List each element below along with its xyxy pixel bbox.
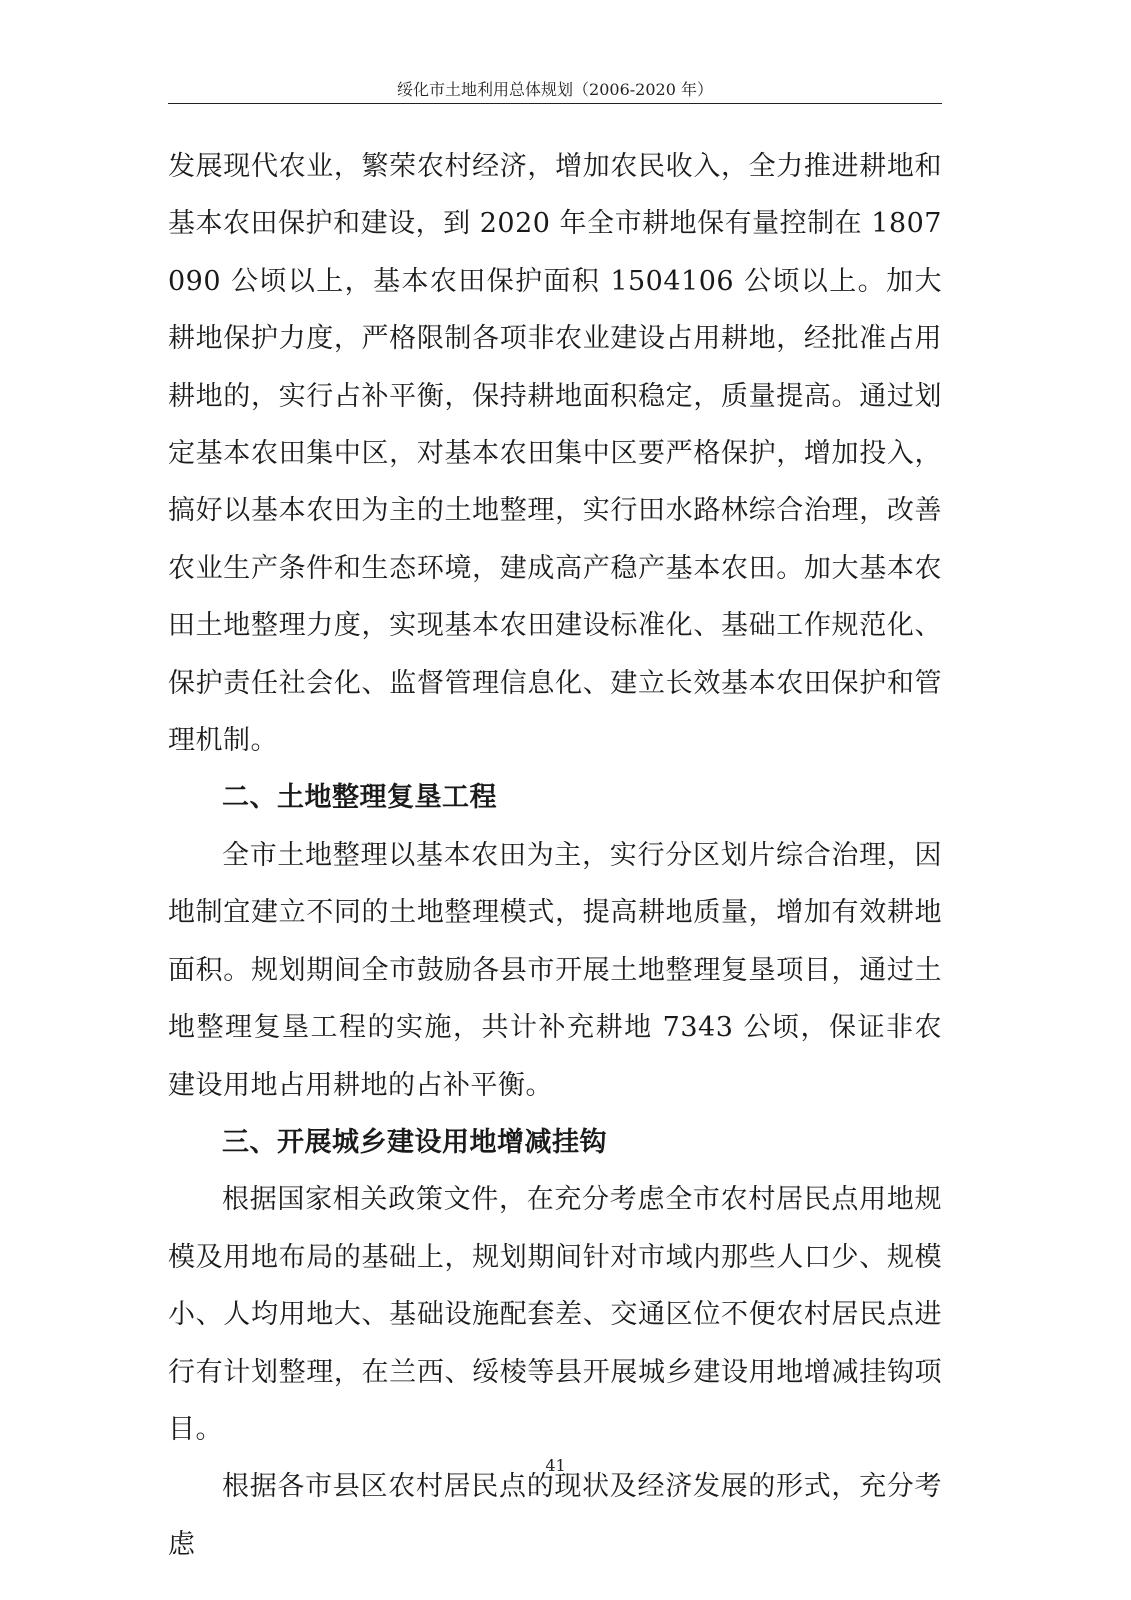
section-heading-urban-rural-linkage: 三、开展城乡建设用地增减挂钩: [222, 1126, 607, 1158]
header-divider: [168, 103, 942, 104]
paragraph-settlement-status: 根据各市县区农村居民点的现状及经济发展的形式，充分考虑: [168, 1471, 942, 1560]
paragraph-continuation: 发展现代农业，繁荣农村经济，增加农民收入，全力推进耕地和基本农田保护和建设，到 2020 年全市耕地保有量控制在 1807090 公顷以上，基本农田保护面积 1504106 公顷以上。加大耕地保护力度，严格限制各项非农业建设占用耕地，经批准占用耕地的，实行占补平衡，保持耕地面积稳定，质量提高。通过划定基本农田集中区，对基本农田集中区要严格保护，增加投入，搞好以基本农田为主的土地整理，实行田水路林综合治理，改善农业生产条件和生态环境，建成高产稳产基本农田。加大基本农田土地整理力度，实现基本农田建设标准化、基础工作规范化、保护责任社会化、监督管理信息化、建立长效基本农田保护和管理机制。: [168, 151, 942, 757]
document-body: [168, 138, 942, 1573]
paragraph-land-consolidation: 全市土地整理以基本农田为主，实行分区划片综合治理，因地制宜建立不同的土地整理模式，提高耕地质量，增加有效耕地面积。规划期间全市鼓励各县市开展土地整理复垦项目，通过土地整理复垦工程的实施，共计补充耕地 7343 公顷，保证非农建设用地占用耕地的占补平衡。: [168, 839, 942, 1101]
paragraph-urban-rural-linkage: 根据国家相关政策文件，在充分考虑全市农村居民点用地规模及用地布局的基础上，规划期间针对市域内那些人口少、规模小、人均用地大、基础设施配套差、交通区位不便农村居民点进行有计划整理，在兰西、绥棱等县开展城乡建设用地增减挂钩项目。: [168, 1184, 942, 1445]
section-heading-land-consolidation: 二、土地整理复垦工程: [222, 782, 497, 814]
page-number: 41: [545, 1456, 566, 1475]
running-header: 绥化市土地利用总体规划（2006-2020 年）: [397, 80, 713, 99]
